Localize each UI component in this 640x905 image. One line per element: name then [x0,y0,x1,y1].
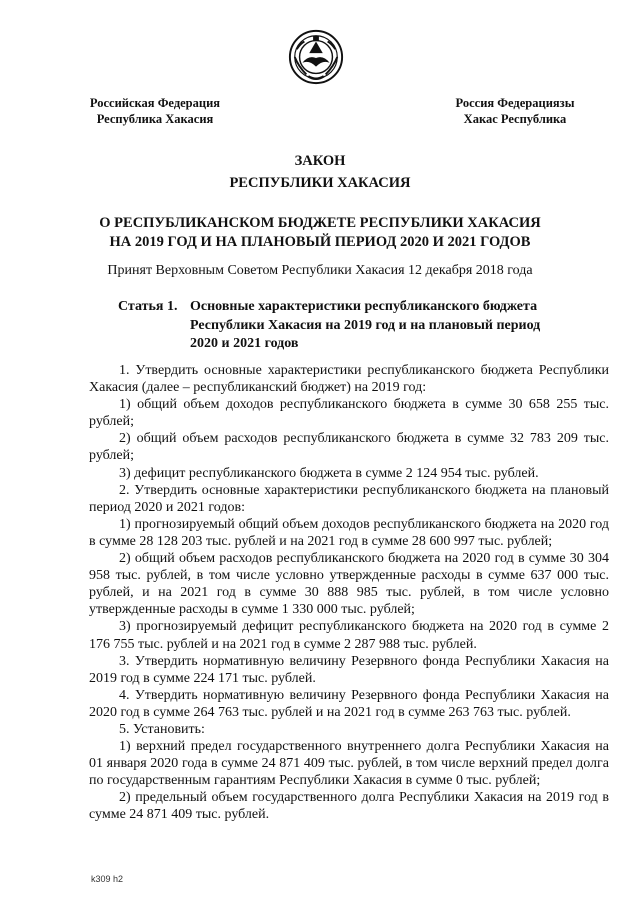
header-left [80,95,230,127]
paragraph: 4. Утвердить нормативную величину Резервного фонда Республики Хакасия на 2020 год в сумме 264 763 тыс. рублей и на 2021 год в сумме 263 763 тыс. рублей. [89,687,609,720]
paragraph: 2. Утвердить основные характеристики республиканского бюджета на плановый период 2020 и 2021 годов: [89,482,609,515]
adoption-note: Принят Верховным Советом Республики Хакасия 12 декабря 2018 года [107,263,533,278]
document-code: k309 h2 [91,874,124,884]
paragraph: 1. Утвердить основные характеристики республиканского бюджета Республики Хакасия (далее – республиканский бюджет) на 2019 год: [89,363,609,396]
article-title-line1: Основные характеристики республиканского бюджета [190,299,538,314]
coat-of-arms-icon [287,28,345,86]
paragraph: 1) верхний предел государственного внутреннего долга Республики Хакасия на 01 января 2020 года в сумме 24 871 409 тыс. рублей, в том числе верхний предел долга по государственным гарантиям Республики Хакасия в сумме 0 тыс. рублей; [89,739,609,789]
paragraph: 2) общий объем расходов республиканского бюджета на 2020 год в сумме 30 304 958 тыс. рублей, в том числе условно утвержденные расходы в сумме 637 000 тыс. рублей, и на 2021 год в сумме 30 888 985 тыс. рублей, в том числе условно утвержденные расходы в сумме 1 330 000 тыс. рублей; [89,551,609,618]
law-subtitle-line2: НА 2019 ГОД И НА ПЛАНОВЫЙ ПЕРИОД 2020 И 2021 ГОДОВ [109,234,531,250]
article-title-line3: 2020 и 2021 годов [190,336,299,351]
paragraph: 1) общий объем доходов республиканского бюджета в сумме 30 658 255 тыс. рублей; [89,397,609,430]
header-left-country: Российская Федерация [89,96,221,110]
header-right-country: Россия Федерациязы [455,96,575,110]
law-title-line1: ЗАКОН [294,153,346,169]
article-body [89,362,609,824]
paragraph: 3) прогнозируемый дефицит республиканского бюджета на 2020 год в сумме 2 176 755 тыс. рублей и на 2021 год в сумме 2 287 988 тыс. рублей. [89,619,609,652]
header-right [440,95,590,127]
paragraph: 3) дефицит республиканского бюджета в сумме 2 124 954 тыс. рублей. [119,465,539,481]
law-subtitle-line1: О РЕСПУБЛИКАНСКОМ БЮДЖЕТЕ РЕСПУБЛИКИ ХАКАСИЯ [99,215,541,231]
law-title-line2: РЕСПУБЛИКИ ХАКАСИЯ [229,175,411,191]
article-heading [118,298,598,354]
paragraph: 1) прогнозируемый общий объем доходов республиканского бюджета на 2020 год в сумме 28 128 203 тыс. рублей и на 2021 год в сумме 28 600 997 тыс. рублей; [89,516,609,549]
paragraph: 5. Установить: [119,721,205,737]
paragraph: 2) общий объем расходов республиканского бюджета в сумме 32 783 209 тыс. рублей; [89,431,609,464]
paragraph: 3. Утвердить нормативную величину Резервного фонда Республики Хакасия на 2019 год в сумме 224 171 тыс. рублей. [89,653,609,686]
article-title-line2: Республики Хакасия на 2019 год и на плановый период [190,317,541,333]
article-number: Статья 1. [118,299,178,314]
law-subtitle [60,214,580,252]
header-left-republic: Республика Хакасия [96,112,214,126]
law-title [0,150,640,194]
header-right-republic: Хакас Республика [463,112,567,126]
paragraph: 2) предельный объем государственного долга Республики Хакасия на 2019 год в сумме 24 871 409 тыс. рублей. [89,790,609,823]
